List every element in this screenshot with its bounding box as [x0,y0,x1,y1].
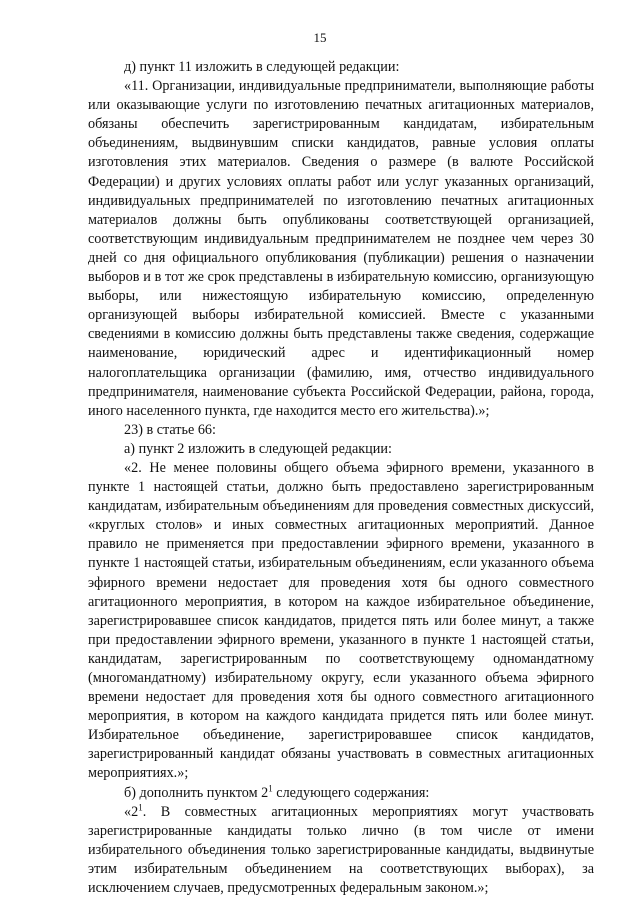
paragraph-item-b [88,784,594,803]
item-b-text-end: следующего содержания: [272,784,430,801]
item-b-text-start: б) дополнить пунктом 2 [124,784,269,801]
clause-2-1-text-start: «2 [124,803,139,820]
paragraph-item-d: д) пункт 11 изложить в следующей редакции: [124,59,400,75]
paragraph-item-a: а) пункт 2 изложить в следующей редакции: [124,440,392,457]
page-number: 15 [313,30,327,45]
paragraph-clause-11: «11. Организации, индивидуальные предприниматели, выполняющие работы или оказывающие услуги по изготовлению печатных агитационных материалов, обязаны обеспечить зарегистрированным кандидатам, избирательным объединениям, выдвинувшим списки кандидатов, равные условия оплаты изготовления этих материалов. Сведения о размере (в валюте Российской Федерации) и других условиях оплаты работ или услуг указанных организаций, индивидуальных предпринимателей по изготовлению печатных агитационных материалов должны быть опубликованы соответствующей организацией, соответствующим индивидуальным предпринимателем не позднее чем через 30 дней со дня официального опубликования (публикации) решения о назначении выборов и в тот же срок представлены в избирательную комиссию, организующую выборы, или нижестоящую избирательную комиссию, определенную организующей выборы избирательной комиссией. Вместе с указанными сведениями в комиссию должны быть представлены также сведения, содержащие наименование, юридический адрес и идентификационный номер налогоплательщика организации (фамилию, имя, отчество индивидуального предпринимателя, наименование субъекта Российской Федерации, района, города, иного населенного пункта, где находится место его жительства).»; [88,78,594,419]
clause-2-1-superscript: 1 [138,801,143,812]
paragraph-clause-2-1 [88,803,594,898]
paragraph-article-23: 23) в статье 66: [124,421,216,438]
paragraph-clause-2: «2. Не менее половины общего объема эфирного времени, указанного в пункте 1 настоящей статьи, должно быть предоставлено зарегистрированным кандидатам, избирательным объединениям для проведения совместных дискуссий, «круглых столов» и иных совместных агитационных мероприятий. Данное правило не применяется при предоставлении эфирного времени, указанного в пункте 1 настоящей статьи, избирательным объединениям, если указанного объема эфирного времени недостает для проведения хотя бы одного совместного агитационного мероприятия, в котором на каждое избирательное объединение, зарегистрировавшее список кандидатов, придется пять или более минут, а также при предоставлении эфирного времени, указанного в пункте 1 настоящей статьи, кандидатам, зарегистрированным по соответствующему одномандатному (многомандатному) избирательному округу, если указанного объема эфирного времени недостает для проведения хотя бы одного совместного агитационного мероприятия, в котором на каждого кандидата придется пять или более минут. Избирательное объединение, зарегистрировавшее список кандидатов, зарегистрированный кандидат обязаны участвовать в совместных агитационных мероприятиях.»; [88,459,594,782]
item-b-superscript: 1 [268,782,273,793]
clause-2-1-text-end: . В совместных агитационных мероприятиях могут участвовать зарегистрированные кандидаты только лично (в том числе от имени избирательного объединения только зарегистрированные кандидаты, выдвинутые этим избирательным объединением на соответствующих выборах), за исключением случаев, предусмотренных федеральным законом.»; [88,803,594,897]
document-body [88,58,594,898]
